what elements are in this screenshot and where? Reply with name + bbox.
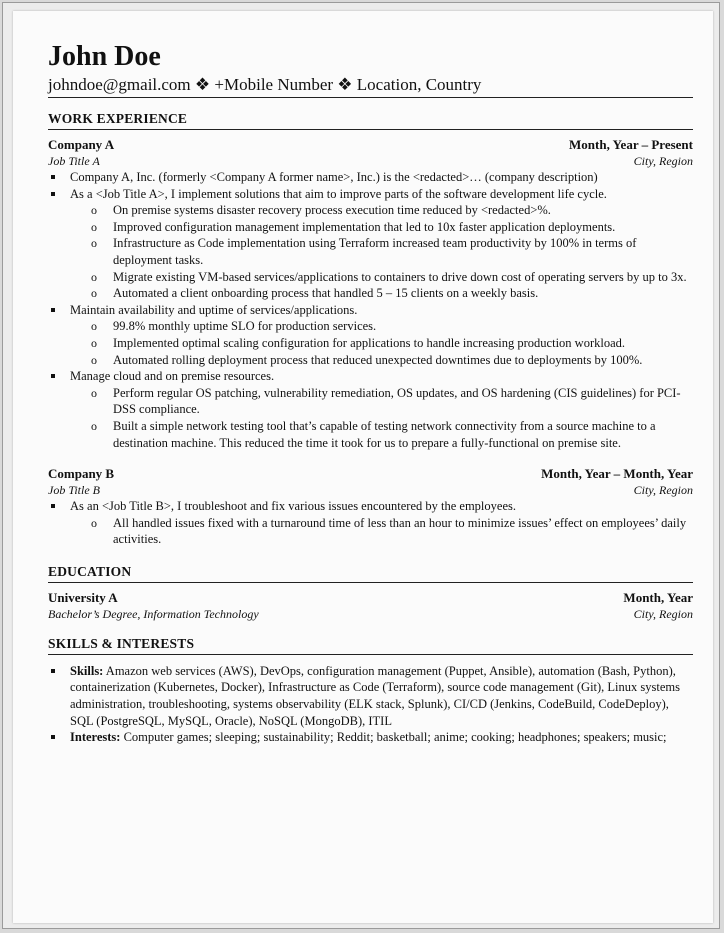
- sub-list-item: o Improved configuration management implementation that led to 10x faster application deployments.: [70, 219, 693, 236]
- job-title: Job Title B: [48, 483, 100, 498]
- job-header-row: [48, 466, 693, 482]
- list-item: [48, 498, 693, 548]
- sub-list-item: o 99.8% monthly uptime SLO for production services.: [70, 318, 693, 335]
- sub-list-item: o Automated a client onboarding process that handled 5 – 15 clients on a weekly basis.: [70, 285, 693, 302]
- school-name: University A: [48, 589, 118, 605]
- sub-list-item: o Perform regular OS patching, vulnerability remediation, OS updates, and OS hardening (CIS guidelines) for PCI-DSS compliance.: [70, 385, 693, 418]
- company-name: Company B: [48, 466, 115, 482]
- sub-list-item: o All handled issues fixed with a turnaround time of less than an hour to minimize issues’ effect on employees’ daily activities.: [70, 515, 693, 548]
- education-entry: [48, 590, 693, 622]
- resume-name: John Doe: [48, 41, 161, 72]
- list-item: [48, 368, 693, 451]
- education-header-row: [48, 590, 693, 606]
- skills-list: [48, 663, 693, 746]
- job-title-row: [48, 482, 693, 498]
- bullet-text: Manage cloud and on premise resources.: [70, 369, 275, 384]
- job-company-a: [48, 137, 693, 451]
- bullet-text: As a <Job Title A>, I implement solutions that aim to improve parts of the software development life cycle.: [70, 186, 607, 201]
- skills-label: Skills:: [70, 663, 104, 678]
- interests-item: [48, 729, 693, 746]
- job-location: City, Region: [633, 154, 693, 168]
- job-header-row: [48, 137, 693, 153]
- sub-list-item: o Automated rolling deployment process that reduced unexpected downtimes due to deployments by 100%.: [70, 352, 693, 369]
- skills-heading: SKILLS & INTERESTS: [48, 636, 693, 655]
- education-location: City, Region: [633, 606, 693, 621]
- resume-content: [48, 41, 693, 746]
- sub-list-item: o Built a simple network testing tool that’s capable of testing network connectivity from a source machine to a destination machine. This reduced the time it took for us to prepare a fully-functional on premise site.: [70, 418, 693, 451]
- sub-bullets: [70, 515, 693, 548]
- skills-item: [48, 663, 693, 729]
- job-bullets: [48, 498, 693, 548]
- job-company-b: [48, 466, 693, 548]
- bullet-text: As an <Job Title B>, I troubleshoot and fix various issues encountered by the employees.: [70, 499, 516, 514]
- job-dates: Month, Year – Month, Year: [541, 466, 693, 482]
- interests-text: Computer games; sleeping; sustainability; Reddit; basketball; anime; cooking; headphones; speakers; music;: [120, 730, 667, 745]
- sub-bullets: [70, 385, 693, 451]
- list-item: [48, 302, 693, 368]
- education-heading: EDUCATION: [48, 564, 693, 583]
- skills-text: Amazon web services (AWS), DevOps, configuration management (Puppet, Ansible), automation (Bash, Python), containerization (Kubernetes, Docker), Infrastructure as Code (Terraform), source code management (Git), Linux systems administration, troubleshooting, systems observability (ELK stack, Splunk), CI/CD (Jenkins, CodeBuild, CodeDeploy), SQL (PostgreSQL, MySQL, Oracle), NoSQL (MongoDB), ITIL: [70, 663, 680, 728]
- job-dates: Month, Year – Present: [569, 137, 693, 152]
- sub-list-item: o Infrastructure as Code implementation using Terraform increased team productivity by 100% in terms of deployment tasks.: [70, 235, 693, 268]
- work-experience-heading: WORK EXPERIENCE: [48, 111, 693, 130]
- bullet-text: Company A, Inc. (formerly <Company A former name>, Inc.) is the <redacted>… (company description): [70, 170, 598, 184]
- job-bullets: [48, 169, 693, 451]
- list-item: [48, 186, 693, 302]
- document-frame: [2, 2, 720, 929]
- sub-list-item: o Implemented optimal scaling configuration for applications to handle increasing production workload.: [70, 335, 693, 352]
- degree: Bachelor’s Degree, Information Technology: [48, 606, 259, 621]
- sub-list-item: o On premise systems disaster recovery process execution time reduced by <redacted>%.: [70, 202, 693, 219]
- list-item: [48, 169, 693, 186]
- sub-list-item: o Migrate existing VM-based services/applications to containers to drive down cost of operating servers by up to 3x.: [70, 269, 693, 286]
- contact-line: johndoe@gmail.com ❖ +Mobile Number ❖ Location, Country: [48, 75, 693, 98]
- education-dates: Month, Year: [623, 589, 693, 605]
- sub-bullets: [70, 318, 693, 368]
- interests-label: Interests:: [70, 730, 121, 745]
- company-name: Company A: [48, 137, 115, 152]
- job-location: City, Region: [633, 483, 693, 498]
- resume-page: [13, 11, 713, 923]
- sub-bullets: [70, 202, 693, 302]
- job-title: Job Title A: [48, 154, 100, 168]
- job-title-row: [48, 153, 693, 169]
- degree-row: [48, 606, 693, 622]
- bullet-text: Maintain availability and uptime of services/applications.: [70, 302, 358, 317]
